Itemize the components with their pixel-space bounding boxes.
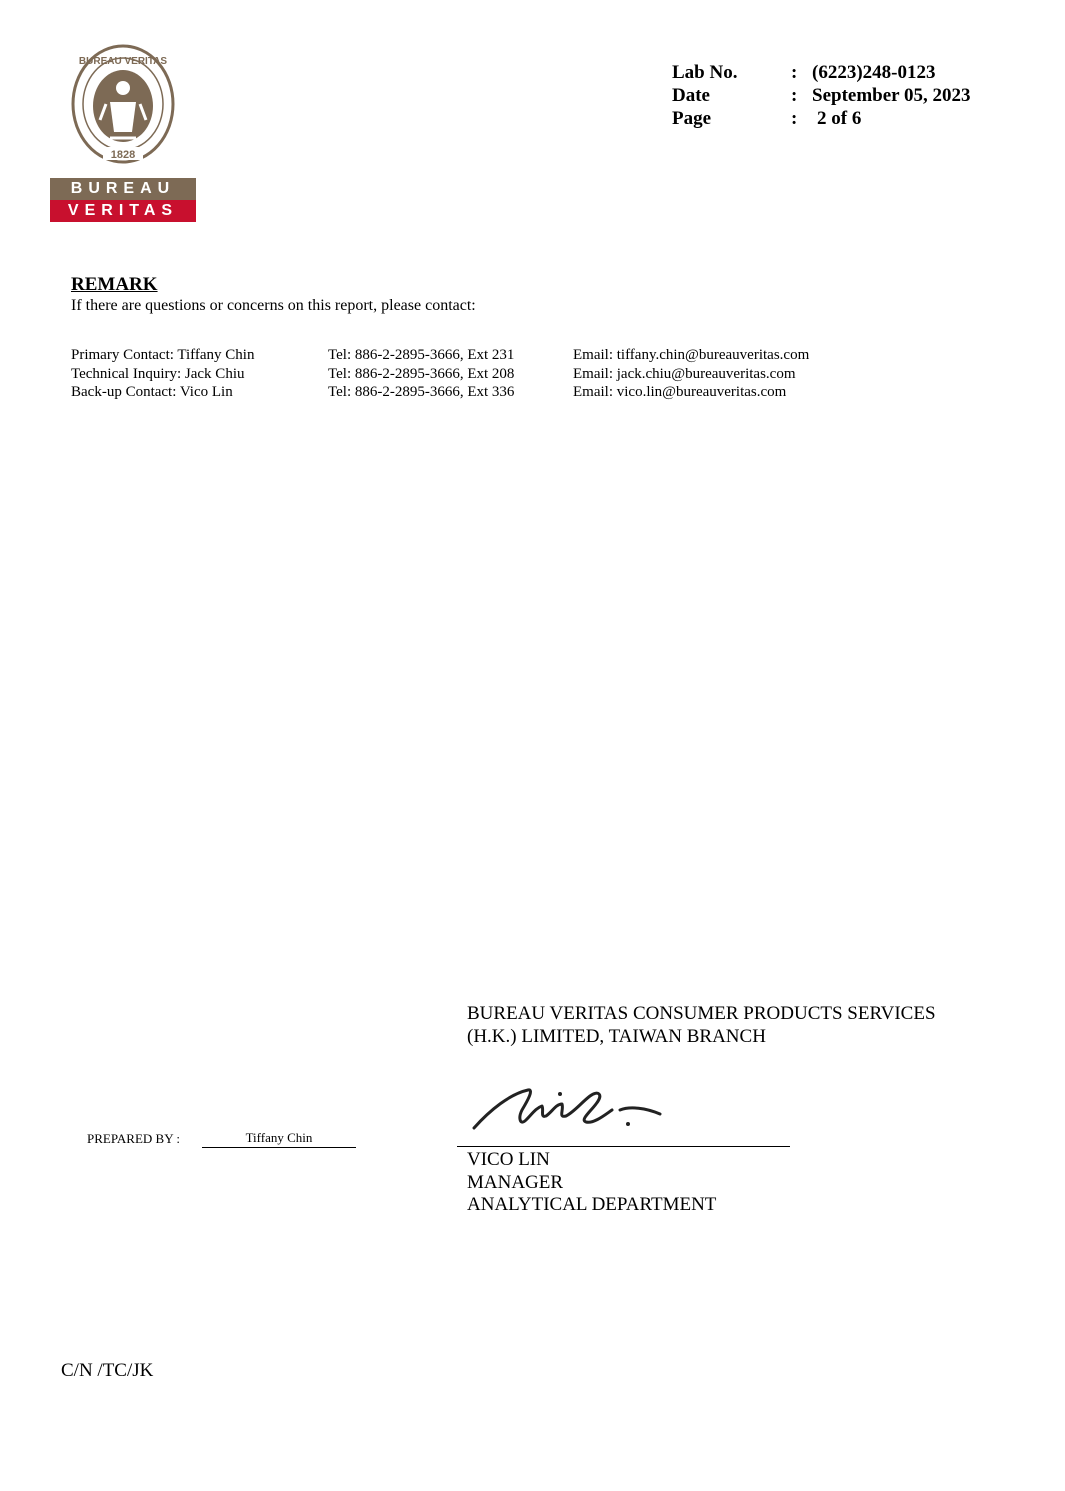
remark-text: If there are questions or concerns on this report, please contact: xyxy=(71,297,476,314)
signature-image xyxy=(470,1080,670,1140)
signer-name: VICO LIN xyxy=(467,1149,550,1170)
company-line-1: BUREAU VERITAS CONSUMER PRODUCTS SERVICES xyxy=(467,1003,936,1024)
contact-row xyxy=(71,383,871,401)
header-value: 2 of 6 xyxy=(817,108,862,129)
company-block xyxy=(467,1002,936,1048)
prepared-by-name: Tiffany Chin xyxy=(202,1130,356,1148)
seal-icon xyxy=(70,44,176,170)
header-row-lab-no xyxy=(672,61,1052,84)
prepared-by-label: PREPARED BY : xyxy=(87,1131,180,1146)
seal-year: 1828 xyxy=(110,149,136,161)
contact-role: Back-up Contact: Vico Lin xyxy=(71,384,233,400)
contact-email: Email: vico.lin@bureauveritas.com xyxy=(573,384,787,400)
header-label: Date xyxy=(672,85,710,106)
contact-tel: Tel: 886-2-2895-3666, Ext 208 xyxy=(328,365,515,382)
header-value: September 05, 2023 xyxy=(812,85,971,106)
contact-row xyxy=(71,365,871,383)
contact-row xyxy=(71,346,871,364)
contact-tel: Tel: 886-2-2895-3666, Ext 336 xyxy=(328,384,515,400)
signature-line xyxy=(457,1146,790,1147)
company-line-2: (H.K.) LIMITED, TAIWAN BRANCH xyxy=(467,1026,766,1047)
contact-list xyxy=(71,346,871,406)
header-value: (6223)248-0123 xyxy=(812,62,936,83)
header-colon: : xyxy=(791,108,798,129)
header-row-date xyxy=(672,84,1052,107)
svg-text:BUREAU VERITAS: BUREAU VERITAS xyxy=(78,56,168,67)
contact-role: Technical Inquiry: Jack Chiu xyxy=(71,365,245,382)
footer-code: C/N /TC/JK xyxy=(61,1360,154,1381)
contact-tel: Tel: 886-2-2895-3666, Ext 231 xyxy=(328,347,515,363)
header-row-page xyxy=(672,107,1052,130)
signer-block xyxy=(467,1149,716,1217)
contact-role: Primary Contact: Tiffany Chin xyxy=(71,347,255,363)
logo-band-veritas: VERITAS xyxy=(50,200,196,222)
contact-email: Email: jack.chiu@bureauveritas.com xyxy=(573,365,796,382)
header-colon: : xyxy=(791,62,798,83)
signer-title: MANAGER xyxy=(467,1171,564,1193)
bureau-veritas-logo xyxy=(50,44,196,222)
signer-department: ANALYTICAL DEPARTMENT xyxy=(467,1194,717,1215)
header-label: Page xyxy=(672,108,712,129)
remark-title: REMARK xyxy=(71,274,158,295)
header-colon: : xyxy=(791,85,798,106)
contact-email: Email: tiffany.chin@bureauveritas.com xyxy=(573,347,810,363)
header-label: Lab No. xyxy=(672,62,738,83)
report-header xyxy=(672,61,1052,131)
logo-band-bureau: BUREAU xyxy=(50,178,196,200)
